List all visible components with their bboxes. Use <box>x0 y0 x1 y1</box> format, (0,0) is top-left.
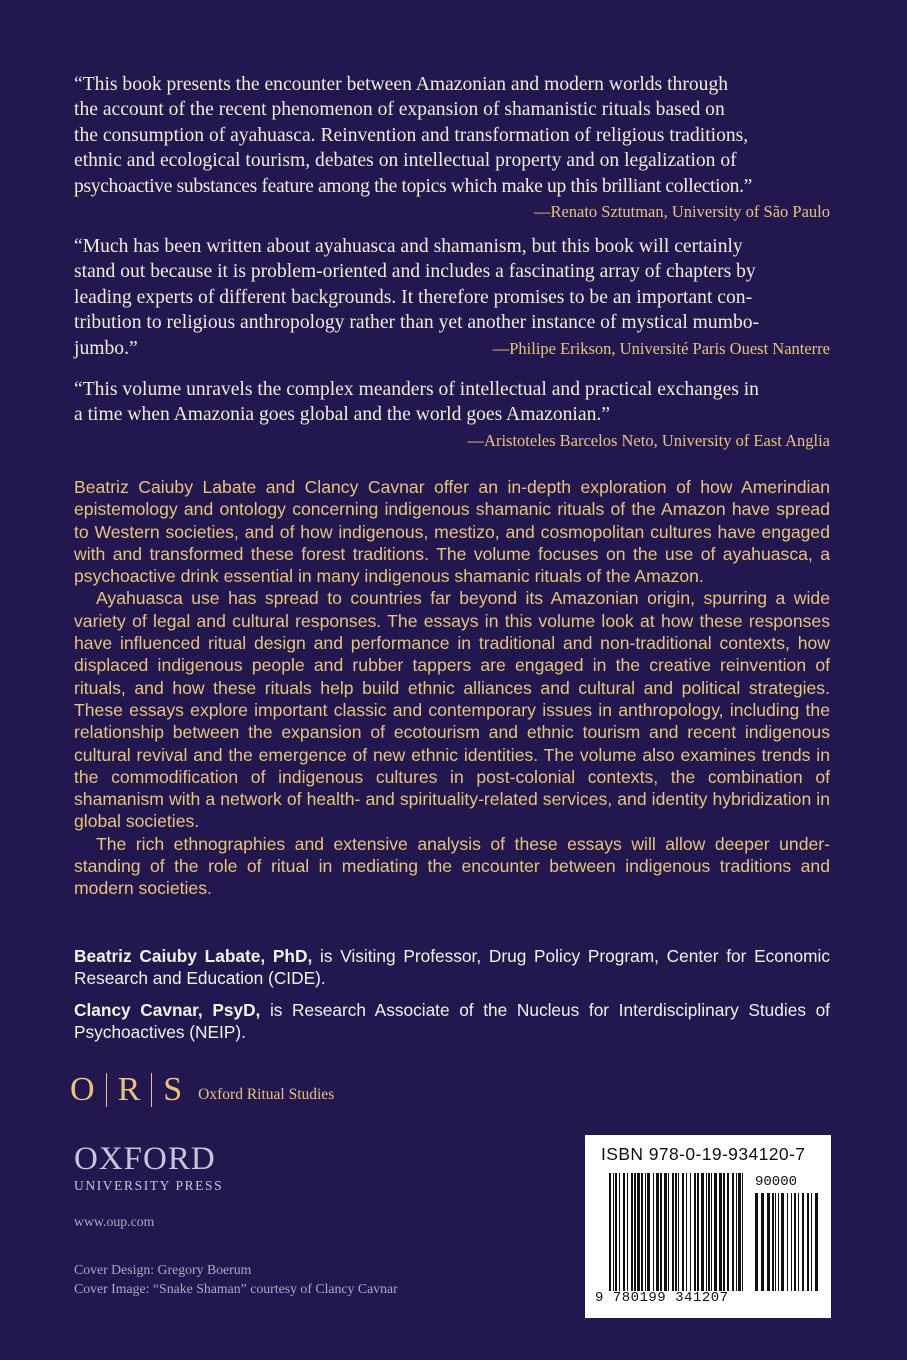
barcode-bar <box>694 1173 696 1291</box>
series-letter: R <box>117 1071 141 1108</box>
description-paragraph: Ayahuasca use has spread to countries far beyond its Amazonian origin, spurring a wide variety of legal and cultural responses. The essays in this volume look at how these responses have influenced ritual design and performance in traditional and non-traditional contexts, how displaced indigenous people and rubber tappers are engaged in the creative reinvention of rituals, and how these rituals help build ethnic alliances and cultural and political strategies. These essays explore important classic and contemporary issues in anthropology, including the relationship between the expansion of ecotourism and ethnic tourism and recent indigenous cultural revival and the emergence of new ethnic identities. The volume also examines trends in the commodification of indigenous cultures in post-colonial contexts, the combination of shamanism with a network of health- and spirituality-related services, and identity hybridization in global societies. <box>74 588 830 832</box>
barcode-bar <box>675 1173 677 1291</box>
publisher-name: OXFORD <box>74 1141 216 1177</box>
quote-attribution: —Aristoteles Barcelos Neto, University of East Anglia <box>467 430 830 450</box>
author-bio-2 <box>74 999 830 1044</box>
barcode-bar <box>775 1193 776 1291</box>
author-bio-1 <box>74 945 830 990</box>
barcode-bar <box>672 1173 674 1291</box>
barcode-bar <box>682 1173 684 1291</box>
barcode-bar <box>736 1173 737 1291</box>
barcode-bar <box>619 1173 620 1291</box>
quote-line: the consumption of ayahuasca. Reinvention and transformation of religious traditions, <box>74 124 749 146</box>
barcode-bar <box>690 1173 691 1291</box>
barcode-bar <box>723 1173 725 1291</box>
barcode-bar <box>647 1173 650 1291</box>
barcode-bar <box>678 1173 679 1291</box>
quote-line: leading experts of different backgrounds. It therefore promises to be an important con- <box>74 286 753 308</box>
divider <box>151 1073 152 1107</box>
barcode-bar <box>778 1193 779 1291</box>
publisher-website: www.oup.com <box>74 1214 155 1229</box>
barcode-bar <box>609 1173 611 1291</box>
isbn-text: ISBN 978-0-19-934120-7 <box>601 1144 806 1164</box>
quote-attribution: —Philipe Erikson, Université Paris Ouest Nanterre <box>492 338 830 358</box>
barcode-bar <box>767 1193 770 1291</box>
barcode-bar <box>798 1193 799 1291</box>
barcode-bar <box>686 1173 687 1291</box>
barcode-digits: 9 780199 341207 <box>595 1290 729 1306</box>
endorsement-quote-2 <box>74 234 830 361</box>
barcode-bar <box>637 1173 640 1291</box>
author-name: Beatriz Caiuby Labate, PhD, <box>74 946 313 966</box>
description-paragraph: Beatriz Caiuby Labate and Clancy Cavnar offer an in-depth exploration of how Amerindian epistemology and ontology concerning indigenous shamanic rituals of the Amazon have spread to Western societies, and of how indigenous, mestizo, and cosmopolitan cultures have engaged with and transformed these forest traditions. The volume focuses on the use of ayahuasca, a psychoactive drink essential in many indigenous shamanic rituals of the Amazon. <box>74 477 830 587</box>
quote-line: a time when Amazonia goes global and the world goes Amazonian.” <box>74 404 610 426</box>
divider <box>106 1073 107 1107</box>
barcode-bar <box>706 1173 707 1291</box>
barcode-bar <box>787 1193 788 1291</box>
quote-line: tribution to religious anthropology rather than yet another instance of mystical mumbo- <box>74 312 760 334</box>
series-letter: O <box>70 1071 95 1108</box>
barcode-bar <box>631 1173 633 1291</box>
publisher-logo <box>74 1142 223 1194</box>
quote-line: stand out because it is problem-oriented and includes a fascinating array of chapters by <box>74 261 756 283</box>
barcode-bar <box>742 1173 743 1291</box>
description-paragraph: The rich ethnographies and extensive analysis of these essays will allow deeper understanding of the role of ritual in mediating the encounter between indigenous traditions and modern societies. <box>74 833 830 899</box>
series-letter: S <box>163 1071 183 1108</box>
barcode-bar <box>738 1173 741 1291</box>
barcode-bar <box>772 1193 774 1291</box>
series-name: Oxford Ritual Studies <box>198 1086 335 1103</box>
barcode-bar <box>634 1173 636 1291</box>
barcode-bar <box>732 1173 734 1291</box>
endorsement-quote-3 <box>74 377 830 453</box>
author-name: Clancy Cavnar, PsyD, <box>74 1000 261 1020</box>
barcode-bar <box>645 1173 646 1291</box>
cover-image-credit: Cover Image: “Snake Shaman” courtesy of Clancy Cavnar <box>74 1281 398 1296</box>
barcode-bar <box>615 1173 617 1291</box>
barcode-bar <box>613 1173 614 1291</box>
barcode-bar <box>701 1173 704 1291</box>
series-logo <box>70 1068 334 1112</box>
barcode-bar <box>802 1193 804 1291</box>
quote-line: “This volume unravels the complex meanders of intellectual and practical exchanges in <box>74 379 759 400</box>
barcode-bar <box>660 1173 662 1291</box>
barcode-bar <box>791 1193 792 1291</box>
quote-line: “Much has been written about ayahuasca and shamanism, but this book will certainly <box>74 236 743 257</box>
author-bio-text: is Research Associate of the Nucleus for Interdisciplinary Studies of Psychoactives (NEIP). <box>74 1000 830 1043</box>
cover-design-credit: Cover Design: Gregory Boerum <box>74 1262 252 1277</box>
barcode-bar <box>664 1173 667 1291</box>
barcode-bar <box>711 1173 712 1291</box>
barcode-bar <box>627 1173 628 1291</box>
barcode-bar <box>697 1173 699 1291</box>
barcode-bar <box>656 1173 659 1291</box>
barcode-bar <box>668 1173 669 1291</box>
quote-last-line <box>74 336 830 361</box>
barcode-bar <box>727 1173 729 1291</box>
barcode-bar <box>653 1173 654 1291</box>
quote-line: “This book presents the encounter between Amazonian and modern worlds through <box>74 74 729 95</box>
book-description <box>74 476 830 900</box>
barcode-bar <box>641 1173 643 1291</box>
barcode-bar <box>623 1173 625 1291</box>
barcode-bar <box>811 1193 812 1291</box>
publisher-subtitle: UNIVERSITY PRESS <box>74 1178 224 1193</box>
author-bio-text: is Visiting Professor, Drug Policy Program, Center for Economic Research and Education (CIDE). <box>74 946 830 989</box>
barcode-bar <box>719 1173 722 1291</box>
barcode-bar <box>755 1193 758 1291</box>
barcode-bar <box>781 1193 784 1291</box>
quote-line: psychoactive substances feature among the topics which make up this brilliant collection.” <box>74 175 753 197</box>
barcode-bar <box>807 1193 809 1291</box>
price-code: 90000 <box>755 1174 798 1190</box>
barcode-bar <box>708 1173 710 1291</box>
quote-attribution: —Renato Sztutman, University of São Paulo <box>533 202 830 222</box>
barcode-bar <box>714 1173 717 1291</box>
quote-line: jumbo.” <box>74 337 138 359</box>
quote-line: ethnic and ecological tourism, debates on intellectual property and on legalization of <box>74 150 737 172</box>
barcode-bar <box>794 1193 796 1291</box>
barcode-bar <box>761 1193 764 1291</box>
barcode-bar <box>815 1193 818 1291</box>
isbn-barcode <box>585 1135 831 1318</box>
quote-line: the account of the recent phenomenon of expansion of shamanistic rituals based on <box>74 99 725 121</box>
endorsement-quote-1 <box>74 72 830 224</box>
